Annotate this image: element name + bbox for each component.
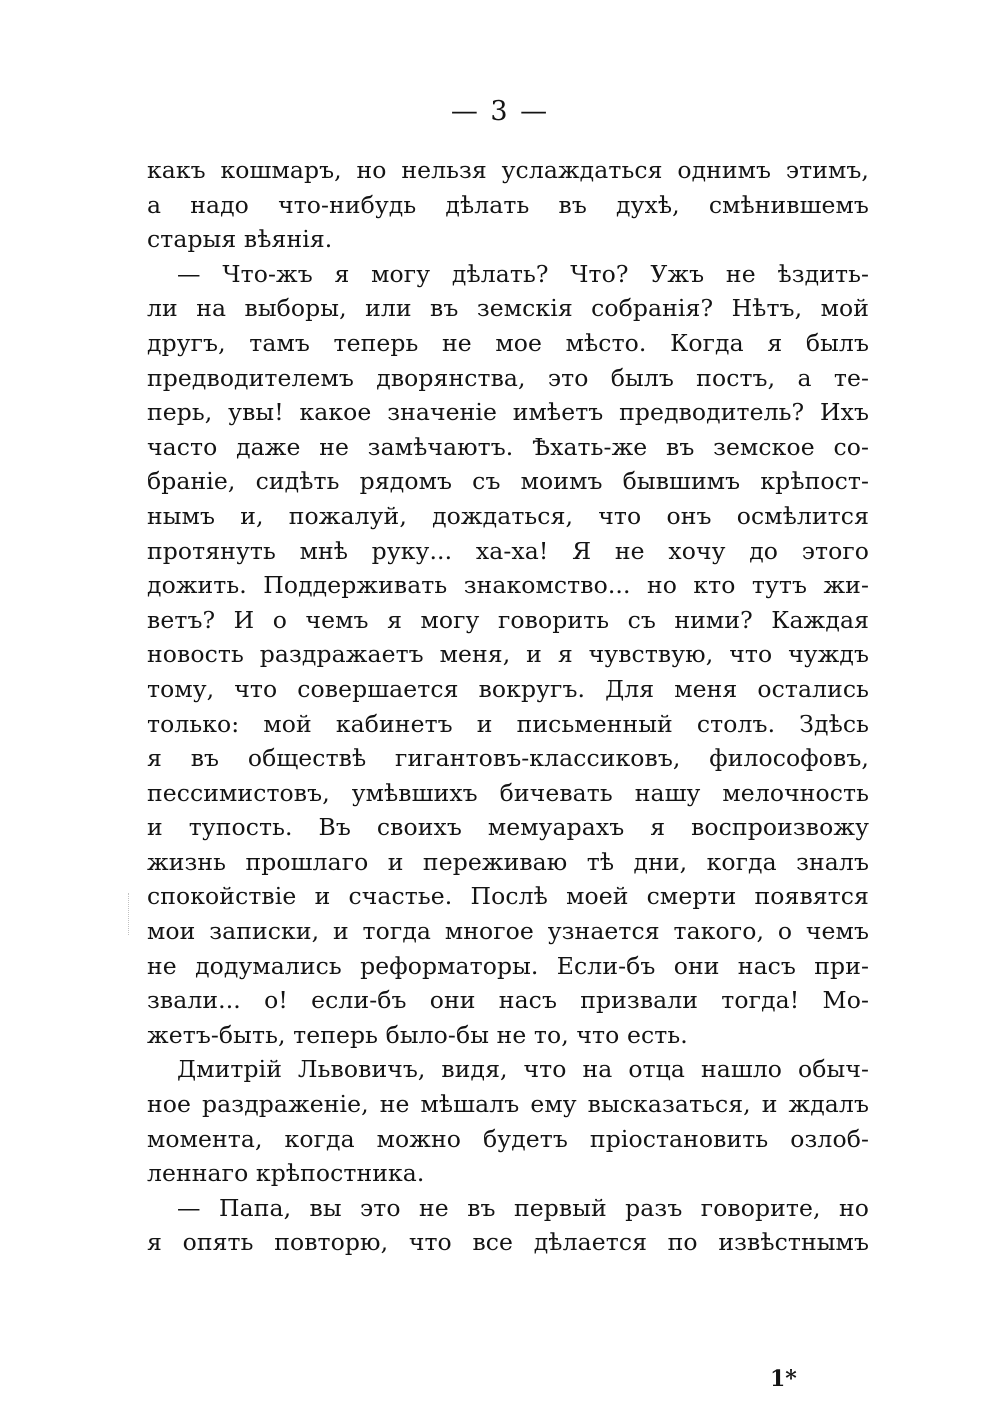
text-line: тому, что совершается вокругъ. Для меня остались: [147, 674, 869, 703]
text-line: перь, увы! какое значеніе имѣетъ предводитель? Ихъ: [147, 398, 869, 427]
signature-mark: 1*: [770, 1366, 797, 1392]
paragraph-2: [147, 257, 869, 1053]
text-line: какъ кошмаръ, но нельзя услаждаться однимъ этимъ,: [147, 156, 869, 184]
text-line: пессимистовъ, умѣвшихъ бичевать нашу мелочность: [147, 778, 869, 807]
text-line: только: мой кабинетъ и письменный столъ. Здѣсь: [147, 709, 869, 738]
text-line: звали... о! если-бъ они насъ призвали тогда! Мо-: [147, 986, 869, 1015]
text-line: дожить. Поддерживать знакомство... но кто тутъ жи-: [147, 571, 869, 600]
text-line: Дмитрій Львовичъ, видя, что на отца нашло обыч-: [177, 1055, 869, 1084]
page-number: — 3 —: [450, 96, 550, 127]
text-line: — Что-жъ я могу дѣлать? Что? Ужъ не ѣздить-: [177, 259, 869, 288]
text-line: не додумались реформаторы. Если-бъ они насъ при-: [147, 951, 869, 980]
text-line: нымъ и, пожалуй, дождаться, что онъ осмѣлится: [147, 501, 869, 530]
text-line: леннаго крѣпостника.: [147, 1159, 425, 1188]
text-line: браніе, сидѣть рядомъ съ моимъ бывшимъ крѣпост-: [147, 467, 869, 496]
text-line: ветъ? И о чемъ я могу говорить съ ними? Каждая: [147, 605, 869, 634]
text-line: — Папа, вы это не въ первый разъ говорите, но: [177, 1193, 869, 1222]
text-line: а надо что-нибудь дѣлать въ духѣ, смѣнившемъ: [147, 190, 869, 219]
text-line: другъ, тамъ теперь не мое мѣсто. Когда я былъ: [147, 328, 869, 357]
text-line: новость раздражаетъ меня, и я чувствую, что чуждъ: [147, 640, 869, 669]
text-line: я опять повторю, что все дѣлается по извѣстнымъ: [147, 1228, 869, 1257]
text-line: я въ обществѣ гигантовъ-классиковъ, философовъ,: [147, 744, 869, 773]
text-line: предводителемъ дворянства, это былъ постъ, а те-: [147, 363, 869, 392]
text-line: момента, когда можно будетъ пріостановить озлоб-: [147, 1124, 869, 1153]
text-line: ное раздраженіе, не мѣшалъ ему высказаться, и ждалъ: [147, 1090, 869, 1119]
text-line: и тупость. Въ своихъ мемуарахъ я воспроизвожу: [147, 813, 869, 842]
body-text: [147, 153, 869, 1260]
text-line: протянуть мнѣ руку... ха-ха! Я не хочу до этого: [147, 536, 869, 565]
paragraph-3: [147, 1052, 869, 1190]
text-line: ли на выборы, или въ земскія собранія? Нѣтъ, мой: [147, 294, 869, 323]
text-line: жетъ-быть, теперь было-бы не то, что есть.: [147, 1020, 688, 1049]
text-line: спокойствіе и счастье. Послѣ моей смерти появятся: [147, 882, 869, 911]
paragraph-1: [147, 153, 869, 257]
text-line: часто даже не замѣчаютъ. Ѣхать-же въ земское со-: [147, 432, 869, 461]
text-line: жизнь прошлаго и переживаю тѣ дни, когда зналъ: [147, 847, 869, 876]
margin-smudge: [128, 893, 139, 935]
text-line: старыя вѣянія.: [147, 225, 333, 254]
text-line: мои записки, и тогда многое узнается такого, о чемъ: [147, 917, 869, 946]
paragraph-4: [147, 1191, 869, 1260]
